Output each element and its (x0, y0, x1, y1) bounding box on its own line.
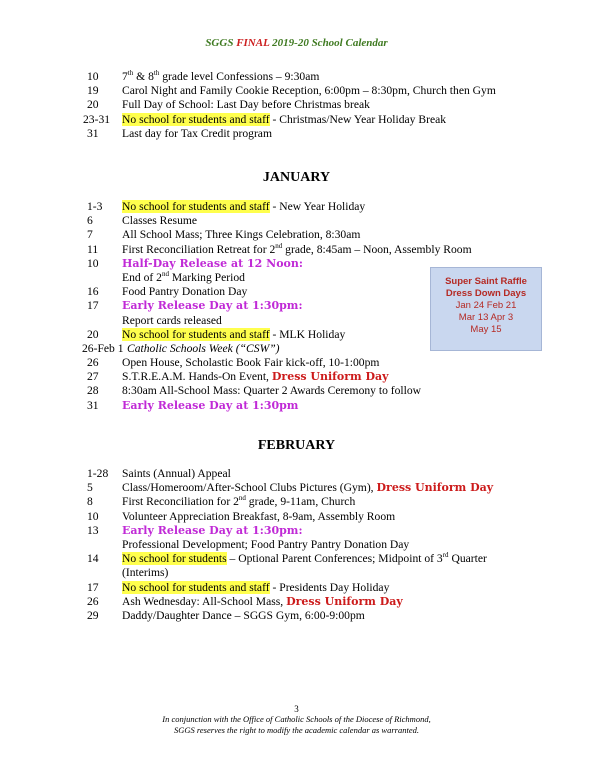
raffle-box (430, 267, 542, 351)
event-text-rest: - MLK Holiday (269, 327, 346, 341)
event-date: 31 (87, 126, 99, 140)
event-text: First Reconciliation Retreat for 2nd grade, 8:45am – Noon, Assembly Room (122, 241, 472, 256)
list-item (83, 112, 557, 127)
event-text (122, 200, 365, 214)
event-date: 27 (87, 370, 99, 384)
event-date: 31 (87, 398, 99, 412)
event-text: Classes Resume (122, 214, 198, 228)
list-item (87, 127, 557, 141)
event-date: 1-28 (87, 467, 109, 480)
dress-uniform-label: Dress Uniform Day (376, 481, 494, 495)
list-item (87, 243, 557, 257)
event-date: 26 (87, 356, 99, 370)
event-date: 6 (87, 214, 93, 228)
dress-uniform-label: Dress Uniform Day (286, 594, 403, 608)
raffle-title: Super Saint Raffle (445, 276, 527, 287)
event-text: All School Mass; Three Kings Celebration, 8:30am (122, 228, 361, 242)
event-text (122, 328, 345, 342)
event-text: Carol Night and Family Cookie Reception, 6:00pm – 8:30pm, Church then Gym (122, 84, 496, 98)
event-date: 23-31 (83, 112, 111, 126)
no-school-highlight: No school for students and staff (122, 327, 270, 341)
event-text (122, 113, 446, 127)
event-text: First Reconciliation for 2nd grade, 9-11am, Church (122, 494, 356, 509)
event-date: 8 (87, 495, 93, 509)
event-text: No school for students – Optional Parent Conferences; Midpoint of 3rd Quarter (122, 551, 487, 566)
list-item (87, 566, 557, 580)
event-text-lead: Class/Homeroom/After-School Clubs Pictures (Gym), (122, 481, 377, 495)
early-release-label: Early Release Day at 1:30pm: (122, 523, 303, 537)
list-item (87, 552, 557, 566)
event-date: 19 (87, 84, 99, 98)
no-school-highlight: No school for students (122, 552, 227, 566)
event-text-lead: S.T.R.E.A.M. Hands-On Event, (122, 370, 272, 384)
event-text: Last day for Tax Credit program (122, 126, 272, 140)
footer-line-1: In conjunction with the Office of Catholic Schools of the Diocese of Richmond, (162, 714, 431, 724)
event-text-lead: Ash Wednesday: All-School Mass, (122, 594, 287, 608)
event-date: 13 (87, 523, 99, 537)
event-date: 28 (87, 384, 99, 398)
no-school-highlight: No school for students and staff (122, 112, 270, 126)
event-text (122, 595, 403, 609)
list-item (87, 84, 557, 98)
event-text (122, 481, 493, 495)
event-date: 29 (87, 608, 99, 622)
event-date: 20 (87, 98, 99, 112)
event-text (122, 581, 389, 595)
month-heading-february: FEBRUARY (257, 438, 336, 453)
event-text: Food Pantry Donation Day (122, 285, 248, 299)
list-item (87, 98, 557, 112)
event-date: 10 (87, 70, 99, 83)
event-text (122, 370, 389, 384)
event-text-rest: - Christmas/New Year Holiday Break (269, 112, 447, 126)
header-title-final: FINAL (236, 37, 270, 49)
header-title-post: 2019-20 School Calendar (269, 37, 388, 49)
list-item (87, 538, 557, 552)
raffle-dates-2: Mar 13 Apr 3 (458, 312, 514, 323)
event-date: 17 (87, 299, 99, 313)
list-item (87, 609, 557, 623)
list-item (87, 467, 557, 481)
list-item (87, 356, 557, 370)
event-date: 26-Feb 1 (82, 341, 124, 355)
list-item (87, 200, 557, 214)
event-date: 16 (87, 285, 99, 299)
event-text: End of 2nd Marking Period (122, 270, 245, 284)
early-release-label: Early Release Day at 1:30pm: (122, 299, 303, 313)
list-item (87, 481, 557, 495)
event-text-rest: - New Year Holiday (269, 200, 366, 213)
event-text-rest: - Presidents Day Holiday (269, 580, 390, 594)
event-text: 7th & 8th grade level Confessions – 9:30am (122, 69, 320, 83)
list-item (87, 595, 557, 609)
event-date: 10 (87, 509, 99, 523)
raffle-dates-1: Jan 24 Feb 21 (455, 300, 517, 311)
event-text: Full Day of School: Last Day before Christmas break (122, 98, 370, 112)
event-date: 1-3 (87, 200, 103, 213)
list-item (87, 384, 557, 398)
page-header (0, 37, 593, 49)
event-date: 7 (87, 228, 93, 242)
list-item (87, 399, 557, 413)
list-item (87, 495, 557, 509)
list-item (87, 510, 557, 524)
list-item (87, 581, 557, 595)
event-date: 11 (87, 242, 99, 256)
february-list (87, 467, 557, 623)
page-number: 3 (294, 704, 299, 714)
event-text: 8:30am All-School Mass: Quarter 2 Awards Ceremony to follow (122, 384, 422, 398)
event-text: Professional Development; Food Pantry Pantry Donation Day (122, 537, 410, 551)
dress-uniform-label: Dress Uniform Day (271, 370, 389, 384)
event-date: 26 (87, 594, 99, 608)
event-text: (Interims) (122, 566, 169, 580)
raffle-subtitle: Dress Down Days (445, 288, 527, 299)
footer-line-2: SGGS reserves the right to modify the academic calendar as warranted. (174, 725, 419, 735)
event-date: 20 (87, 327, 99, 341)
event-text: Open House, Scholastic Book Fair kick-off, 10-1:00pm (122, 356, 380, 370)
list-item (87, 370, 557, 384)
december-list (83, 69, 557, 141)
early-release-label: Half-Day Release at 12 Noon: (122, 256, 303, 270)
event-text: Daddy/Daughter Dance – SGGS Gym, 6:00-9:00pm (122, 608, 365, 622)
no-school-highlight: No school for students and staff (122, 200, 270, 213)
page-footer (0, 714, 593, 736)
header-title-pre: SGGS (205, 37, 237, 49)
no-school-highlight: No school for students and staff (122, 580, 270, 594)
list-item (87, 70, 557, 84)
event-date: 14 (87, 552, 99, 566)
list-item (87, 214, 557, 228)
event-date: 10 (87, 256, 99, 270)
event-text: Catholic Schools Week (“CSW”) (127, 341, 280, 355)
early-release-label: Early Release Day at 1:30pm (122, 398, 299, 412)
month-heading-january: JANUARY (262, 170, 331, 185)
event-date: 5 (87, 481, 93, 495)
list-item (87, 524, 557, 538)
raffle-dates-3: May 15 (470, 324, 502, 335)
event-text: Saints (Annual) Appeal (122, 467, 231, 480)
list-item (87, 228, 557, 242)
event-text: Volunteer Appreciation Breakfast, 8-9am, Assembly Room (122, 509, 396, 523)
event-text: Report cards released (122, 313, 222, 327)
event-date: 17 (87, 580, 99, 594)
